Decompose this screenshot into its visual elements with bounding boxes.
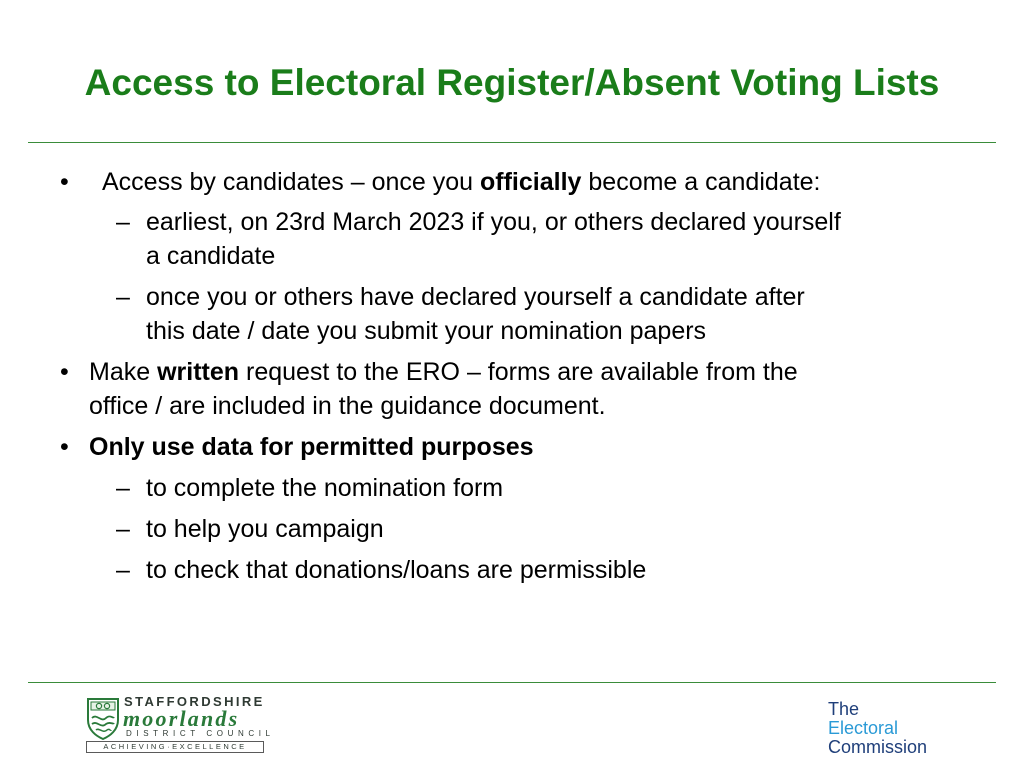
- bullet-emphasis: officially: [480, 168, 582, 196]
- bullet-permitted-purposes: [89, 430, 534, 464]
- sub-bullet-dash: –: [116, 474, 130, 502]
- council-logo-line2: moorlands: [123, 706, 240, 731]
- bullet-emphasis: Only use data for permitted purposes: [89, 433, 534, 461]
- bullet-marker: •: [60, 168, 69, 196]
- bullet-emphasis: written: [157, 358, 240, 386]
- bullet-text: Make: [89, 358, 158, 386]
- council-logo-tagline: ACHIEVING·EXCELLENCE: [86, 741, 264, 753]
- bullet-written-request-line2: office / are included in the guidance document.: [89, 392, 606, 420]
- council-logo-line3: DISTRICT COUNCIL: [126, 729, 275, 738]
- bullet-marker: •: [60, 433, 69, 461]
- bullet-written-request-line1: [89, 355, 798, 389]
- sub-bullet-dash: –: [116, 515, 130, 543]
- sub-bullet-dash: –: [116, 208, 130, 236]
- commission-logo-line2: Electoral: [828, 718, 899, 738]
- sub-bullet-once-line2: this date / date you submit your nomination papers: [146, 317, 707, 345]
- slide-title: Access to Electoral Register/Absent Voting Lists: [84, 62, 940, 103]
- sub-bullet-dash: –: [116, 283, 130, 311]
- council-crest-icon: [86, 696, 120, 740]
- sub-bullet-dash: –: [116, 556, 130, 584]
- sub-bullet-donations: to check that donations/loans are permissible: [146, 556, 647, 584]
- council-logo-line1: STAFFORDSHIRE: [124, 694, 265, 709]
- bullet-marker: •: [60, 358, 69, 386]
- sub-bullet-earliest-line2: a candidate: [146, 242, 276, 270]
- bullet-text: Access by candidates – once you: [102, 168, 481, 196]
- electoral-commission-logo: [828, 700, 927, 757]
- bottom-divider: [28, 682, 996, 683]
- bullet-text: become a candidate:: [581, 168, 821, 196]
- staffordshire-moorlands-logo: [86, 694, 275, 754]
- bullet-access-by-candidates: [102, 165, 821, 199]
- bullet-text: request to the ERO – forms are available from the: [239, 358, 798, 386]
- sub-bullet-earliest-line1: earliest, on 23rd March 2023 if you, or others declared yourself: [146, 208, 841, 236]
- sub-bullet-nomination-form: to complete the nomination form: [146, 474, 504, 502]
- commission-logo-line3: Commission: [828, 737, 928, 757]
- commission-logo-line1: The: [828, 699, 860, 719]
- top-divider: [28, 142, 996, 143]
- sub-bullet-campaign: to help you campaign: [146, 515, 384, 543]
- sub-bullet-once-line1: once you or others have declared yourself a candidate after: [146, 283, 805, 311]
